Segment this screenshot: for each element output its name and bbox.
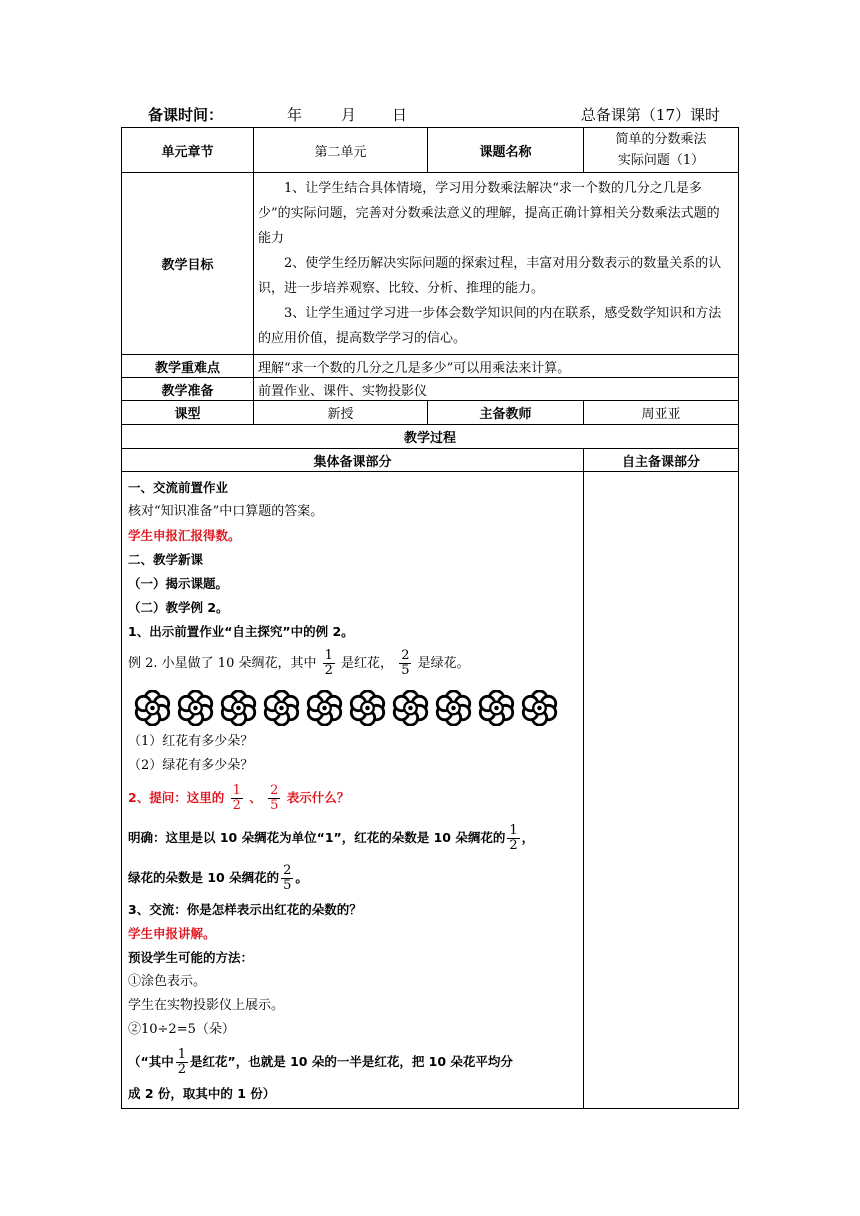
clarify-text-b: ， (521, 830, 535, 845)
flower-icon (263, 690, 300, 726)
row-preparation (122, 378, 739, 401)
key-label: 教学重难点 (122, 355, 254, 378)
fraction-denominator: 5 (270, 798, 279, 813)
goal-item-1: 1、让学生结合具体情境，学习用分数乘法解决“求一个数的几分之几是多少”的实际问题，完善对分数乘法意义的理解，提高正确计算相关分数乘法式题的能力 (258, 181, 720, 246)
section-1-note: 学生申报汇报得数。 (128, 528, 241, 543)
fraction-numerator: 2 (283, 863, 292, 878)
preset-methods: 预设学生可能的方法： (128, 950, 254, 965)
fraction-one-half (323, 649, 335, 678)
prep-label: 教学准备 (122, 378, 254, 401)
fraction-denominator: 2 (509, 838, 518, 853)
explanation-text-b: 是红花”，也就是 10 朵的一半是红花，把 10 朵花平均分 (190, 1054, 513, 1069)
fraction-one-half (507, 824, 519, 853)
collective-prep-heading: 集体备课部分 (122, 449, 584, 472)
row-section-heads (122, 449, 739, 472)
unit-value: 第二单元 (254, 128, 428, 173)
step-2-text-a: 2、提问：这里的 (128, 790, 225, 805)
fraction-one-half (231, 784, 243, 813)
example-text-b: 是红花， (341, 656, 394, 671)
fraction-numerator: 1 (509, 823, 518, 838)
flower-icon (134, 690, 171, 726)
row-process-content (122, 472, 739, 1109)
fraction-numerator: 1 (232, 783, 241, 798)
section-1-text: 核对“知识准备”中口算题的答案。 (128, 504, 324, 519)
topic-value (584, 128, 739, 173)
self-prep-content (584, 472, 739, 1109)
fraction-two-fifths (268, 784, 280, 813)
step-3-note: 学生申报讲解。 (128, 926, 216, 941)
self-prep-heading: 自主备课部分 (584, 449, 739, 472)
explanation-line-1 (128, 1042, 577, 1082)
topic-label: 课题名称 (428, 128, 584, 173)
topic-line-2: 实际问题（1） (617, 153, 705, 168)
row-unit (122, 128, 739, 173)
method-1: ①涂色表示。 (128, 974, 207, 989)
prep-time-label: 备课时间： (148, 106, 224, 124)
goal-item-3: 3、让学生通过学习进一步体会数学知识间的内在联系，感受数学知识和方法的应用价值，提高数学学习的信心。 (258, 306, 722, 346)
unit-label: 单元章节 (122, 128, 254, 173)
day-label: 日 (392, 106, 408, 124)
section-1-title: 一、交流前置作业 (128, 480, 229, 495)
row-process-title (122, 425, 739, 449)
goals-label: 教学目标 (122, 173, 254, 355)
teacher-label: 主备教师 (428, 401, 584, 425)
green-text-b: 。 (295, 870, 308, 885)
fraction-denominator: 5 (401, 663, 410, 678)
flower-icon (435, 690, 472, 726)
method-2: ②10÷2=5（朵） (128, 1022, 235, 1037)
fraction-numerator: 2 (270, 783, 279, 798)
goals-content (254, 173, 739, 355)
fraction-numerator: 2 (401, 648, 410, 663)
row-key-points (122, 355, 739, 378)
total-lesson-count: 总备课第（17）课时 (580, 106, 720, 124)
type-value: 新授 (254, 401, 428, 425)
flower-row (134, 690, 577, 726)
fraction-denominator: 2 (232, 798, 241, 813)
flower-icon (349, 690, 386, 726)
clarify-line (128, 818, 577, 858)
lesson-plan-table (121, 127, 739, 1109)
fraction-two-fifths (399, 649, 411, 678)
example-2 (128, 644, 577, 684)
row-type (122, 401, 739, 425)
fraction-denominator: 2 (177, 1062, 186, 1077)
fraction-numerator: 1 (324, 648, 333, 663)
year-label: 年 (287, 106, 303, 124)
step-1: 1、出示前置作业“自主探究”中的例 2。 (128, 624, 354, 639)
step-2-text-b: 、 (249, 790, 262, 805)
section-2-sub-1: （一）揭示课题。 (128, 576, 229, 591)
fraction-denominator: 2 (324, 663, 333, 678)
fraction-one-half (176, 1048, 188, 1077)
clarify-text-a: 明确：这里是以 10 朵绸花为单位“1”，红花的朵数是 10 朵绸花的 (128, 830, 506, 845)
process-title: 教学过程 (122, 425, 739, 449)
example-text-c: 是绿花。 (417, 656, 470, 671)
row-goals (122, 173, 739, 355)
section-2-sub-2: （二）教学例 2。 (128, 600, 229, 615)
flower-icon (220, 690, 257, 726)
prep-value: 前置作业、课件、实物投影仪 (254, 378, 739, 401)
fraction-numerator: 1 (177, 1047, 186, 1062)
green-line (128, 858, 577, 898)
example-text-a: 例 2. 小星做了 10 朵绸花，其中 (128, 656, 317, 671)
topic-line-1: 简单的分数乘法 (615, 132, 707, 147)
fraction-denominator: 5 (283, 878, 292, 893)
step-3: 3、交流：你是怎样表示出红花的朵数的？ (128, 902, 362, 917)
section-2-title: 二、教学新课 (128, 552, 204, 567)
month-label: 月 (341, 106, 357, 124)
type-label: 课型 (122, 401, 254, 425)
explanation-line-2: 成 2 份，取其中的 1 份） (128, 1086, 276, 1101)
flower-icon (177, 690, 214, 726)
collective-prep-content (122, 472, 584, 1109)
key-value: 理解“求一个数的几分之几是多少”可以用乘法来计算。 (254, 355, 739, 378)
question-2: （2）绿花有多少朵？ (128, 758, 254, 773)
flower-icon (306, 690, 343, 726)
question-1: （1）红花有多少朵？ (128, 734, 254, 749)
explanation-text-a: （“其中 (128, 1054, 174, 1069)
step-2-text-c: 表示什么？ (286, 790, 350, 805)
flower-icon (521, 690, 558, 726)
green-text-a: 绿花的朵数是 10 朵绸花的 (128, 870, 280, 885)
method-1-show: 学生在实物投影仪上展示。 (128, 998, 285, 1013)
flower-icon (392, 690, 429, 726)
page-header (124, 104, 738, 126)
goal-item-2: 2、使学生经历解决实际问题的探索过程，丰富对用分数表示的数量关系的认识，进一步培养观察、比较、分析、推理的能力。 (258, 256, 722, 296)
fraction-two-fifths (281, 864, 293, 893)
flower-icon (478, 690, 515, 726)
step-2 (128, 778, 577, 818)
teacher-value: 周亚亚 (584, 401, 739, 425)
